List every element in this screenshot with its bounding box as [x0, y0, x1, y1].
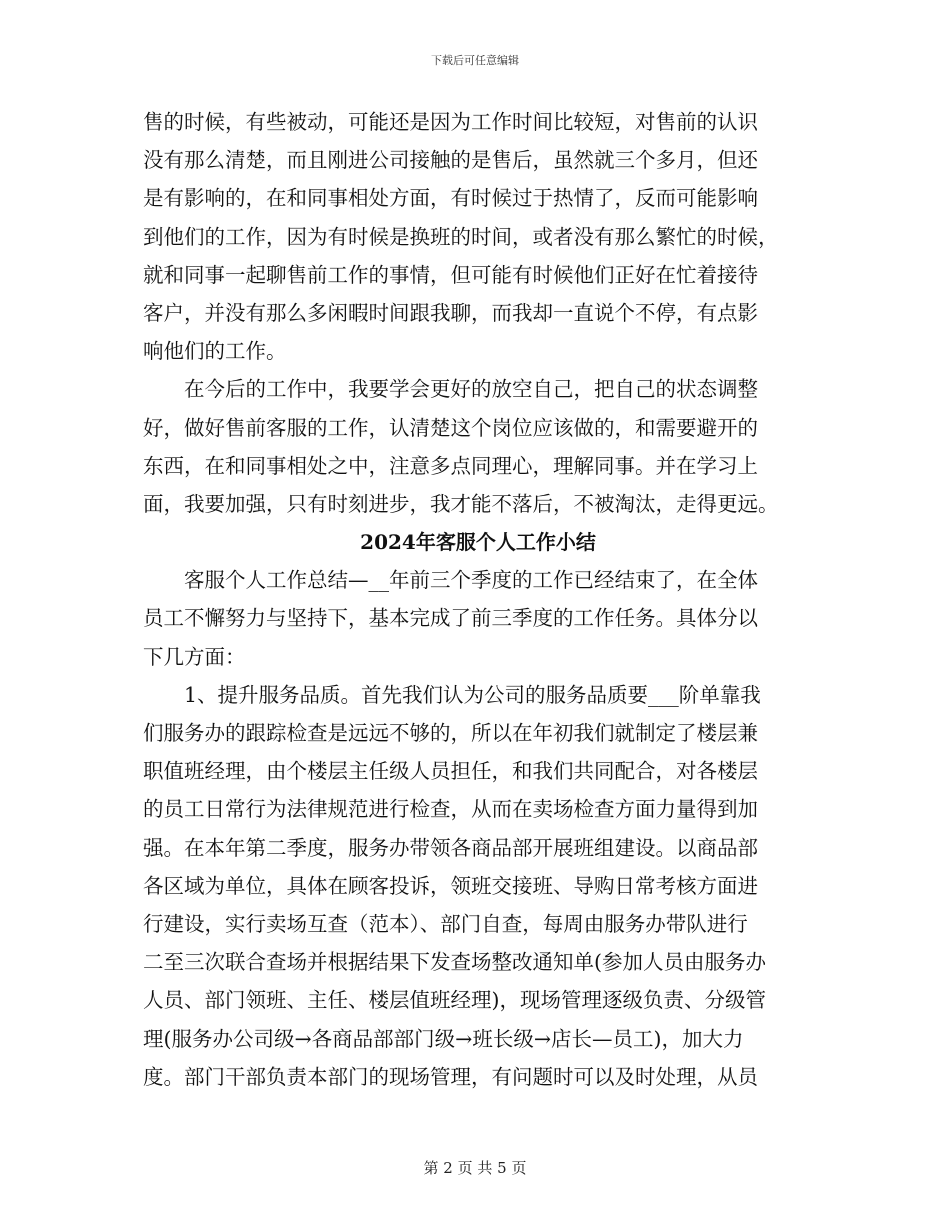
text-line: 理(服务办公司级→各商品部部门级→班长级→店长—员工)，加大力 — [143, 1026, 744, 1051]
text-line: 客服个人工作总结—__年前三个季度的工作已经结束了，在全体 — [184, 568, 758, 593]
text-line: 响他们的工作。 — [143, 339, 287, 364]
text-line: 在今后的工作中，我要学会更好的放空自己，把自己的状态调整 — [184, 377, 758, 402]
text-line: 就和同事一起聊售前工作的事情，但可能有时候他们正好在忙着接待 — [143, 262, 758, 287]
text-line: 各区域为单位，具体在顾客投诉，领班交接班、导购日常考核方面进 — [143, 873, 758, 898]
text-line: 员工不懈努力与坚持下，基本完成了前三季度的工作任务。具体分以 — [143, 606, 758, 631]
section-title: 2024年客服个人工作小结 — [360, 530, 596, 555]
text-line: 职值班经理，由个楼层主任级人员担任，和我们共同配合，对各楼层 — [143, 759, 758, 784]
text-line: 强。在本年第二季度，服务办带领各商品部开展班组建设。以商品部 — [143, 835, 758, 860]
text-line: 二至三次联合查场并根据结果下发查场整改通知单(参加人员由服务办 — [143, 950, 766, 975]
page-header: 下载后可任意编辑 — [431, 54, 519, 67]
text-line: 行建设，实行卖场互查（范本）、部门自查，每周由服务办带队进行 — [143, 911, 748, 936]
text-line: 度。部门干部负责本部门的现场管理，有问题时可以及时处理，从员 — [143, 1064, 758, 1089]
text-line: 面，我要加强，只有时刻进步，我才能不落后，不被淘汰，走得更远。 — [143, 491, 779, 516]
text-line: 1、提升服务品质。首先我们认为公司的服务品质要___阶单靠我 — [184, 682, 761, 707]
text-line: 是有影响的，在和同事相处方面，有时候过于热情了，反而可能影响 — [143, 186, 758, 211]
text-line: 人员、部门领班、主任、楼层值班经理)，现场管理逐级负责、分级管 — [143, 988, 766, 1013]
text-line: 下几方面： — [143, 644, 246, 669]
text-line: 到他们的工作，因为有时候是换班的时间，或者没有那么繁忙的时候， — [143, 224, 779, 249]
document-body — [143, 103, 813, 1096]
text-line: 的员工日常行为法律规范进行检查，从而在卖场检查方面力量得到加 — [143, 797, 758, 822]
text-line: 东西，在和同事相处之中，注意多点同理心，理解同事。并在学习上 — [143, 453, 758, 478]
text-line: 客户，并没有那么多闲暇时间跟我聊，而我却一直说个不停，有点影 — [143, 300, 758, 325]
text-line: 好，做好售前客服的工作，认清楚这个岗位应该做的，和需要避开的 — [143, 415, 758, 440]
text-line: 们服务办的跟踪检查是远远不够的，所以在年初我们就制定了楼层兼 — [143, 721, 758, 745]
text-line: 没有那么清楚，而且刚进公司接触的是售后，虽然就三个多月，但还 — [143, 148, 758, 173]
page-number: 第 2 页 共 5 页 — [423, 1159, 527, 1177]
text-line: 售的时候，有些被动，可能还是因为工作时间比较短，对售前的认识 — [143, 110, 758, 134]
